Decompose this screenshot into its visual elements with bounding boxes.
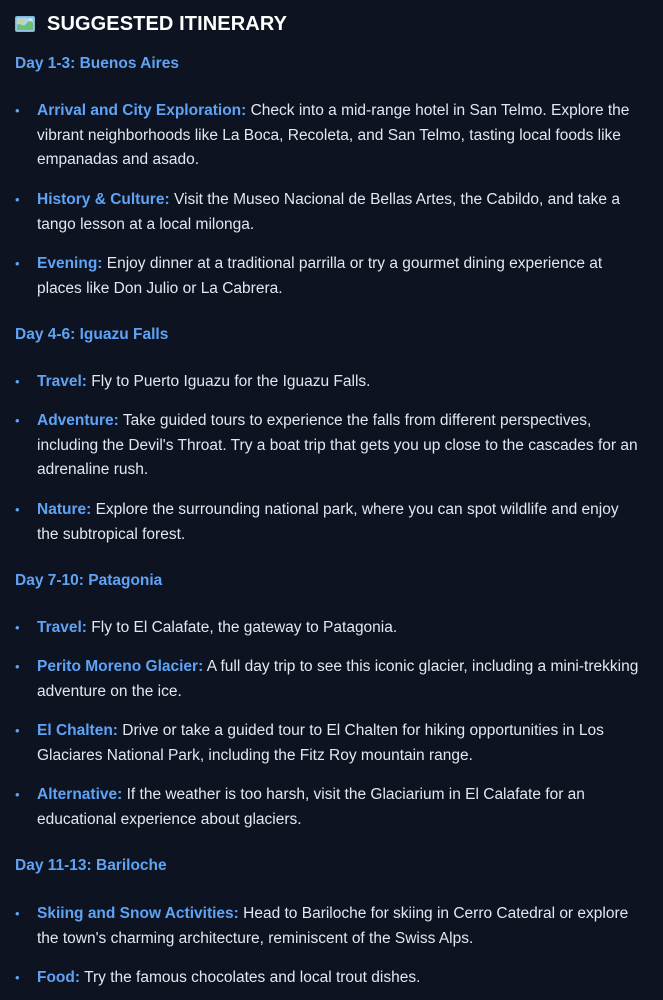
item-text: Fly to El Calafate, the gateway to Patagonia. [91, 619, 398, 636]
list-item [15, 498, 640, 547]
bullet-icon: • [15, 374, 20, 389]
item-text: Drive or take a guided tour to El Chalten for hiking opportunities in Los Glaciares National Park, including the Fitz Roy mountain range. [37, 722, 604, 764]
item-text: A full day trip to see this iconic glacier, including a mini-trekking adventure on the ice. [37, 658, 639, 700]
bullet-icon: • [15, 970, 20, 985]
item-text: Head to Bariloche for skiing in Cerro Catedral or explore the town's charming architecture, reminiscent of the Swiss Alps. [37, 905, 629, 947]
item-label: History & Culture: [37, 191, 170, 208]
list-item [15, 719, 640, 768]
day-heading-bariloche: Day 11-13: Bariloche [15, 857, 167, 874]
item-text: Check into a mid-range hotel in San Telmo. Explore the vibrant neighborhoods like La Boca, Recoleta, and San Telmo, tasting local foods like empanadas and asado. [37, 102, 630, 168]
list-item [15, 966, 640, 991]
bullet-icon: • [15, 620, 20, 635]
list-item [15, 188, 640, 237]
day-heading-patagonia: Day 7-10: Patagonia [15, 572, 163, 589]
item-label: Adventure: [37, 412, 119, 429]
bullet-icon: • [15, 413, 20, 428]
item-label: El Chalten: [37, 722, 118, 739]
bullet-icon: • [15, 659, 20, 674]
item-label: Arrival and City Exploration: [37, 102, 247, 119]
item-text: Try the famous chocolates and local trout dishes. [84, 969, 421, 986]
item-label: Skiing and Snow Activities: [37, 905, 239, 922]
item-text: Fly to Puerto Iguazu for the Iguazu Falls. [91, 373, 371, 390]
item-label: Travel: [37, 373, 87, 390]
item-text: Take guided tours to experience the falls from different perspectives, including the Devil's Throat. Try a boat trip that gets you up close to the cascades for an adrenaline rush. [37, 412, 638, 478]
list-item [15, 252, 640, 301]
item-label: Perito Moreno Glacier: [37, 658, 204, 675]
item-text: Enjoy dinner at a traditional parrilla or try a gourmet dining experience at places like Don Julio or La Cabrera. [37, 255, 603, 297]
list-item [15, 99, 640, 173]
title-row [15, 10, 287, 38]
bullet-icon: • [15, 103, 20, 118]
item-label: Evening: [37, 255, 103, 272]
bullet-icon: • [15, 906, 20, 921]
day-heading-buenos-aires: Day 1-3: Buenos Aires [15, 55, 179, 72]
bullet-icon: • [15, 723, 20, 738]
page-title: SUGGESTED ITINERARY [47, 12, 288, 35]
item-label: Nature: [37, 501, 92, 518]
day-heading-iguazu-falls: Day 4-6: Iguazu Falls [15, 326, 169, 343]
list-item [15, 409, 640, 483]
list-item [15, 902, 640, 951]
item-label: Travel: [37, 619, 87, 636]
bullet-icon: • [15, 192, 20, 207]
item-label: Food: [37, 969, 81, 986]
item-text: Visit the Museo Nacional de Bellas Artes, the Cabildo, and take a tango lesson at a local milonga. [37, 191, 620, 233]
item-text: Explore the surrounding national park, where you can spot wildlife and enjoy the subtropical forest. [37, 501, 619, 543]
list-item [15, 655, 640, 704]
bullet-icon: • [15, 256, 20, 271]
bullet-icon: • [15, 787, 20, 802]
list-item [15, 783, 640, 832]
map-icon [15, 16, 35, 32]
item-label: Alternative: [37, 786, 123, 803]
list-item [15, 616, 640, 641]
bullet-icon: • [15, 502, 20, 517]
list-item [15, 370, 640, 395]
item-text: If the weather is too harsh, visit the Glaciarium in El Calafate for an educational experience about glaciers. [37, 786, 585, 828]
